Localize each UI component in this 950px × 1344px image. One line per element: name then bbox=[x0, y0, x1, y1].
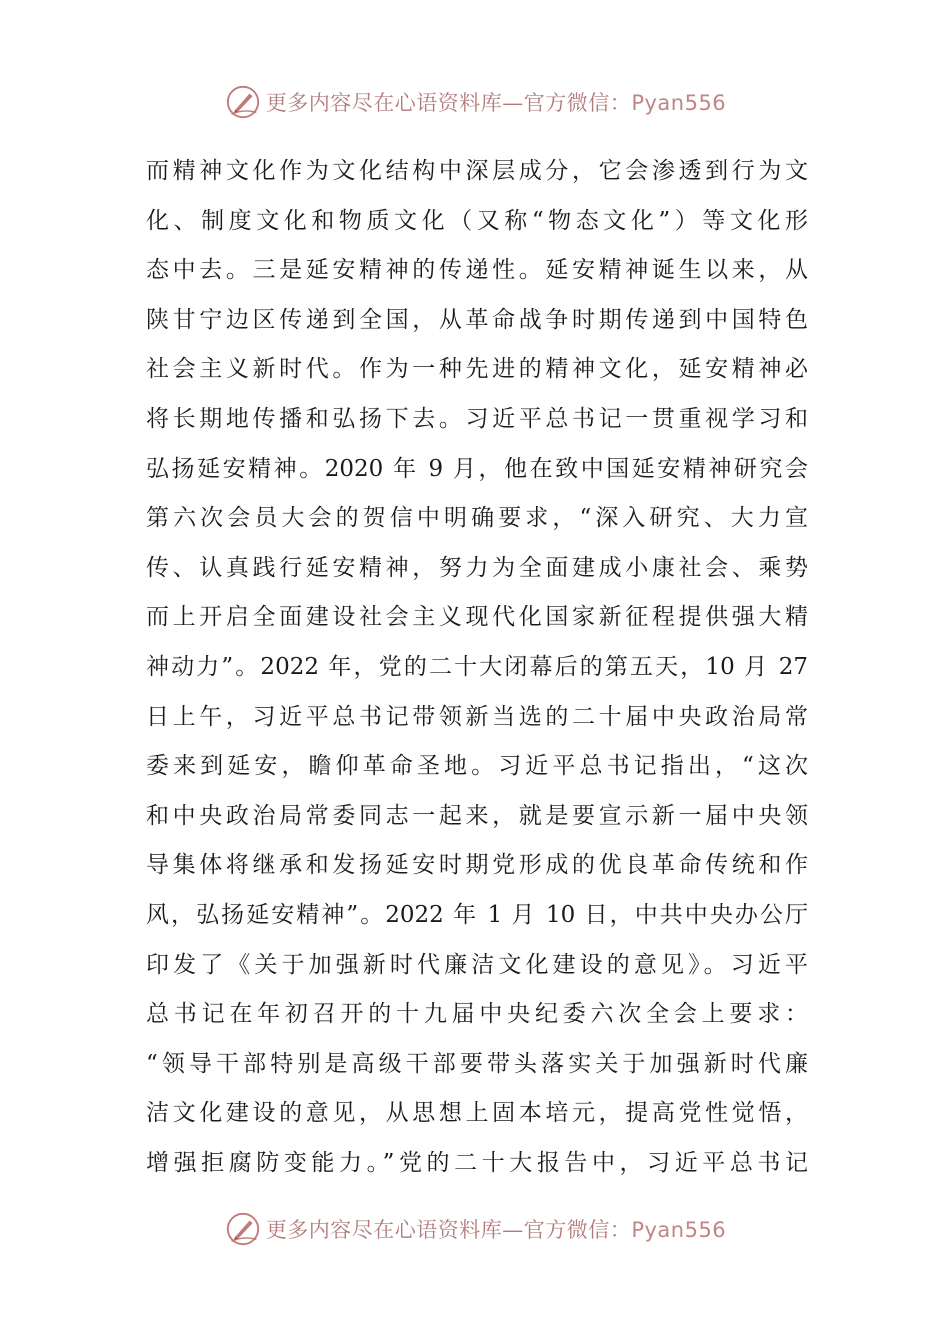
body-line: 而精神文化作为文化结构中深层成分，它会渗透到行为文 bbox=[146, 158, 808, 184]
body-line: 总书记在年初召开的十九届中央纪委六次全会上要求： bbox=[146, 1001, 808, 1028]
body-line: 态中去。三是延安精神的传递性。延安精神诞生以来，从 bbox=[146, 257, 808, 284]
header-watermark-banner bbox=[0, 82, 950, 122]
header-wechat-id: Pyan556 bbox=[631, 91, 727, 115]
body-line: 社会主义新时代。作为一种先进的精神文化，延安精神必 bbox=[146, 356, 808, 383]
document-body bbox=[146, 147, 808, 1188]
body-line: 而上开启全面建设社会主义现代化国家新征程提供强大精 bbox=[146, 604, 808, 631]
body-line: 洁文化建设的意见，从思想上固本培元，提高党性觉悟， bbox=[146, 1100, 808, 1127]
footer-wechat-id: Pyan556 bbox=[631, 1218, 727, 1242]
pen-logo-icon bbox=[224, 1210, 262, 1248]
body-line: 和中央政治局常委同志一起来，就是要宣示新一届中央领 bbox=[146, 802, 808, 829]
header-watermark-text bbox=[266, 87, 726, 117]
footer-watermark-banner bbox=[0, 1209, 950, 1249]
pen-logo-icon bbox=[224, 83, 262, 121]
body-line: 印发了《关于加强新时代廉洁文化建设的意见》。习近平 bbox=[146, 951, 808, 978]
body-line: 陕甘宁边区传递到全国，从革命战争时期传递到中国特色 bbox=[146, 306, 808, 333]
body-line: 将长期地传播和弘扬下去。习近平总书记一贯重视学习和 bbox=[146, 405, 808, 432]
header-banner-label: 更多内容尽在心语资料库—官方微信： bbox=[265, 91, 632, 115]
body-line: 弘扬延安精神。2020 年 9 月，他在致中国延安精神研究会 bbox=[146, 455, 808, 482]
body-line: 风，弘扬延安精神”。2022 年 1 月 10 日，中共中央办公厅 bbox=[146, 901, 808, 928]
body-line: 化、制度文化和物质文化（又称“物态文化”）等文化形 bbox=[146, 207, 808, 234]
footer-banner-label: 更多内容尽在心语资料库—官方微信： bbox=[265, 1218, 632, 1242]
body-line: 增强拒腐防变能力。”党的二十大报告中，习近平总书记 bbox=[146, 1149, 808, 1176]
body-line: 传、认真践行延安精神，努力为全面建成小康社会、乘势 bbox=[146, 554, 808, 581]
body-line: 委来到延安，瞻仰革命圣地。习近平总书记指出，“这次 bbox=[146, 753, 808, 780]
body-line: 导集体将继承和发扬延安时期党形成的优良革命传统和作 bbox=[146, 852, 808, 879]
body-line: 第六次会员大会的贺信中明确要求，“深入研究、大力宣 bbox=[146, 505, 808, 532]
body-line: 日上午，习近平总书记带领新当选的二十届中央政治局常 bbox=[146, 703, 808, 730]
body-line: “领导干部特别是高级干部要带头落实关于加强新时代廉 bbox=[146, 1050, 808, 1077]
footer-watermark-text bbox=[266, 1214, 726, 1244]
body-line: 神动力”。2022 年，党的二十大闭幕后的第五天，10 月 27 bbox=[146, 653, 808, 680]
